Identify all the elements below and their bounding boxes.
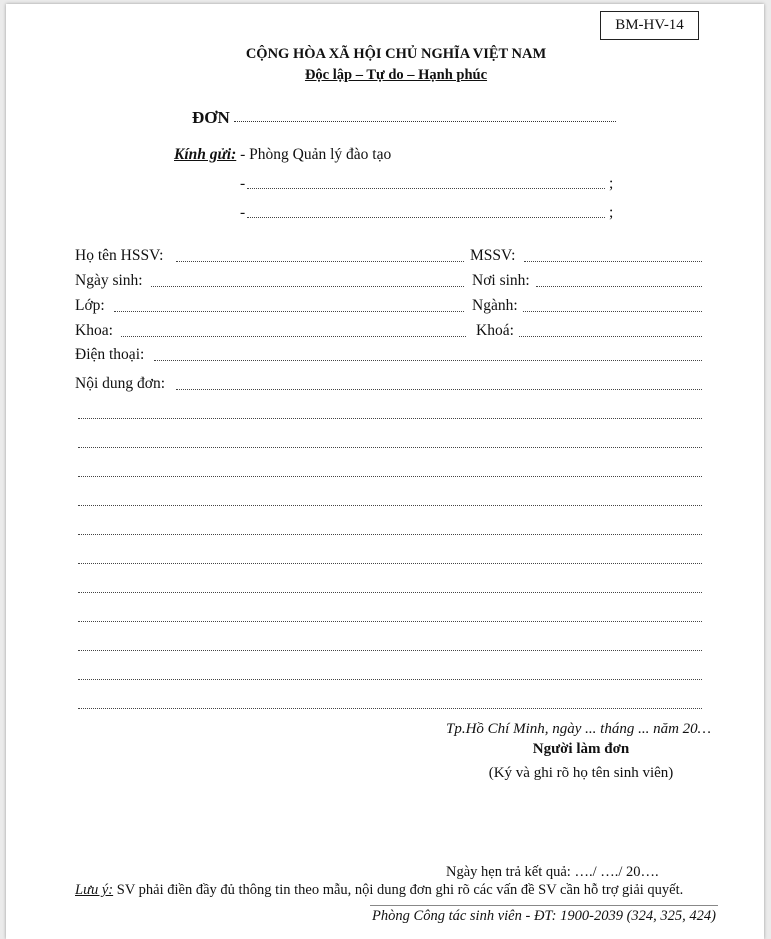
motto-text: Độc lập – Tự do – Hạnh phúc	[304, 67, 488, 83]
content-line[interactable]	[78, 476, 702, 477]
appointment-date: Ngày hẹn trả kết quả: …./ …./ 20….	[446, 864, 659, 880]
name-label: Họ tên HSSV:	[75, 247, 164, 264]
course-label: Khoá:	[476, 322, 514, 339]
note	[75, 882, 683, 899]
recipient-label: Kính gửi:	[174, 146, 237, 163]
form-page	[6, 4, 764, 939]
mssv-label: MSSV:	[470, 247, 516, 264]
content-line[interactable]	[78, 447, 702, 448]
content-input[interactable]	[176, 389, 702, 390]
class-input[interactable]	[114, 311, 464, 312]
content-line[interactable]	[78, 708, 702, 709]
recipient-line-1-prefix: -	[240, 175, 246, 192]
recipient-line-2-suffix: ;	[609, 204, 614, 221]
pob-input[interactable]	[536, 286, 702, 287]
mssv-input[interactable]	[524, 261, 702, 262]
content-line[interactable]	[78, 679, 702, 680]
footer-divider	[370, 905, 718, 906]
note-label: Lưu ý:	[75, 882, 114, 898]
name-input[interactable]	[176, 261, 464, 262]
phone-label: Điện thoại:	[75, 346, 145, 363]
faculty-input[interactable]	[121, 336, 466, 337]
content-line[interactable]	[78, 621, 702, 622]
content-line[interactable]	[78, 650, 702, 651]
footer-contact: Phòng Công tác sinh viên - ĐT: 1900-2039 (324, 325, 424)	[372, 908, 716, 924]
content-line[interactable]	[78, 534, 702, 535]
nation-header: CỘNG HÒA XÃ HỘI CHỦ NGHĨA VIỆT NAM	[245, 46, 547, 62]
recipient-first: - Phòng Quản lý đào tạo	[240, 146, 392, 163]
form-code: BM-HV-14	[600, 11, 699, 40]
major-label: Ngành:	[472, 297, 518, 314]
signature-date: Tp.Hồ Chí Minh, ngày ... tháng ... năm 20…	[446, 721, 712, 737]
dob-label: Ngày sinh:	[75, 272, 143, 289]
content-label: Nội dung đơn:	[75, 375, 166, 392]
content-line[interactable]	[78, 592, 702, 593]
recipient-line-2[interactable]	[247, 217, 605, 218]
content-line[interactable]	[78, 563, 702, 564]
faculty-label: Khoa:	[75, 322, 113, 339]
signature-subtitle: (Ký và ghi rõ họ tên sinh viên)	[488, 765, 674, 781]
recipient-block	[174, 146, 391, 164]
recipient-line-1-suffix: ;	[609, 175, 614, 192]
course-input[interactable]	[519, 336, 702, 337]
recipient-line-1[interactable]	[247, 188, 605, 189]
signature-title: Người làm đơn	[532, 741, 630, 757]
dob-input[interactable]	[151, 286, 464, 287]
class-label: Lớp:	[75, 297, 105, 314]
phone-input[interactable]	[154, 360, 702, 361]
content-line[interactable]	[78, 418, 702, 419]
note-text: SV phải điền đầy đủ thông tin theo mẫu, nội dung đơn ghi rõ các vấn đề SV cần hỗ trợ giải quyết.	[113, 882, 684, 898]
major-input[interactable]	[523, 311, 702, 312]
pob-label: Nơi sinh:	[472, 272, 530, 289]
form-title: ĐƠN	[192, 108, 230, 127]
motto	[6, 67, 771, 84]
content-line[interactable]	[78, 505, 702, 506]
title-fill-line[interactable]	[234, 104, 616, 122]
recipient-line-2-prefix: -	[240, 204, 246, 221]
